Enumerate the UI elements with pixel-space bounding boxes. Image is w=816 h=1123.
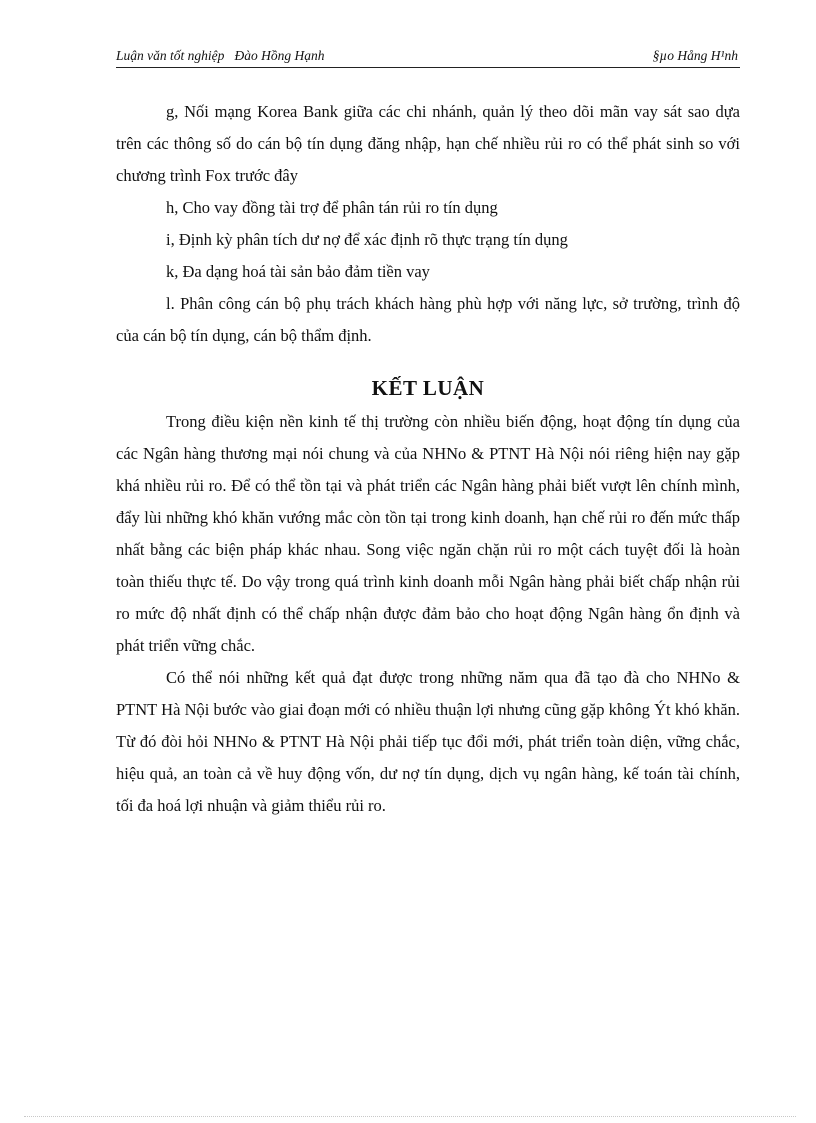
conclusion-title: KẾT LUẬN — [371, 376, 485, 400]
paragraph-g: g, Nối mạng Korea Bank giữa các chi nhánh, quản lý theo dõi mãn vay sát sao dựa trên các thông số do cán bộ tín dụng đăng nhập, hạn chế nhiều rủi ro có thể phát sinh so với chương trình Fox trước đây — [116, 102, 740, 185]
paragraph-l: l. Phân công cán bộ phụ trách khách hàng phù hợp với năng lực, sở trường, trình độ của cán bộ tín dụng, cán bộ thẩm định. — [116, 294, 740, 345]
paragraph-i: i, Định kỳ phân tích dư nợ để xác định rõ thực trạng tín dụng — [166, 230, 568, 249]
page-header — [116, 47, 740, 68]
header-right-text: §µo Hång H¹nh — [652, 48, 738, 63]
page-bottom-divider — [24, 1116, 796, 1117]
paragraph-k: k, Đa dạng hoá tài sản bảo đảm tiền vay — [166, 262, 430, 281]
paragraph-h: h, Cho vay đồng tài trợ để phân tán rủi ro tín dụng — [166, 198, 498, 217]
conclusion-paragraph-2: Có thể nói những kết quả đạt được trong những năm qua đã tạo đà cho NHNo & PTNT Hà Nội bước vào giai đoạn mới có nhiều thuận lợi nhưng cũng gặp không Ýt khó khăn. Từ đó đòi hỏi NHNo & PTNT Hà Nội phải tiếp tục đổi mới, phát triển toàn diện, vững chắc, hiệu quả, an toàn cả về huy động vốn, dư nợ tín dụng, dịch vụ ngân hàng, kế toán tài chính, tối đa hoá lợi nhuận và giảm thiểu rủi ro. — [116, 668, 740, 815]
header-left-text: Luận văn tốt nghiệp Đào Hồng Hạnh — [116, 48, 325, 63]
conclusion-paragraph-1: Trong điều kiện nền kinh tế thị trường còn nhiều biến động, hoạt động tín dụng của các Ngân hàng thương mại nói chung và của NHNo & PTNT Hà Nội nói riêng hiện nay gặp khá nhiều rủi ro. Để có thể tồn tại và phát triển các Ngân hàng phải biết vượt lên chính mình, đẩy lùi những khó khăn vướng mắc còn tồn tại trong kinh doanh, hạn chế rủi ro đến mức thấp nhất bằng các biện pháp khác nhau. Song việc ngăn chặn rủi ro một cách tuyệt đối là hoàn toàn thiếu thực tế. Do vậy trong quá trình kinh doanh mỗi Ngân hàng phải biết chấp nhận rủi ro mức độ nhất định có thể chấp nhận được đảm bảo cho hoạt động Ngân hàng ổn định và phát triển vững chắc. — [116, 412, 740, 655]
document-body — [116, 96, 740, 822]
